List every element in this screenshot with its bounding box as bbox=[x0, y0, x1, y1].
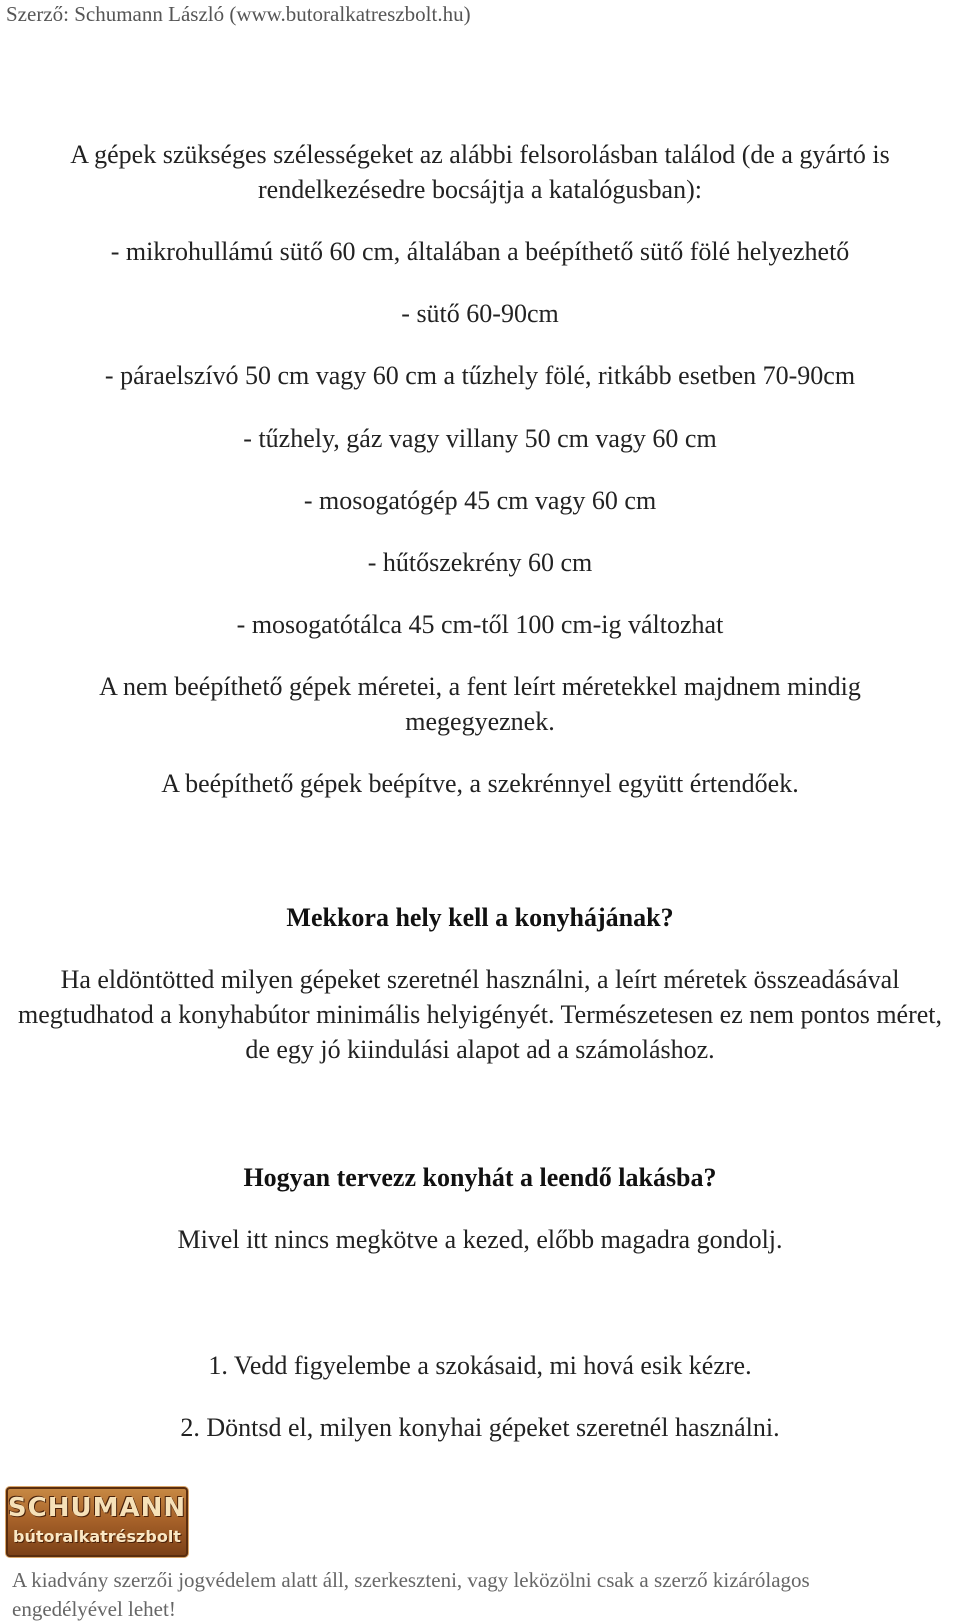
logo-main-text: SCHUMANN bbox=[7, 1493, 187, 1523]
author-header: Szerző: Schumann László (www.butoralkatreszbolt.hu) bbox=[6, 2, 471, 26]
section-heading-space: Mekkora hely kell a konyhájának? bbox=[286, 903, 674, 932]
schumann-logo bbox=[6, 1487, 188, 1557]
logo-sub-text: bútoralkatrészbolt bbox=[13, 1527, 181, 1546]
note-non-built-in: A nem beépíthető gépek méretei, a fent leírt méretekkel majdnem mindig megegyeznek. bbox=[99, 672, 861, 736]
list-item-fridge: - hűtőszekrény 60 cm bbox=[367, 548, 593, 577]
list-item-sink: - mosogatótálca 45 cm-től 100 cm-ig változhat bbox=[236, 610, 724, 639]
step-item-2: 2. Döntsd el, milyen konyhai gépeket szeretnél használni. bbox=[180, 1413, 780, 1442]
list-item-microwave: - mikrohullámú sütő 60 cm, általában a beépíthető sütő fölé helyezhető bbox=[110, 237, 850, 266]
copyright-notice: A kiadvány szerzői jogvédelem alatt áll, szerkeszteni, vagy leközölni csak a szerző kizárólagos engedélyével lehet! bbox=[12, 1568, 810, 1621]
section-body-new-flat: Mivel itt nincs megkötve a kezed, előbb magadra gondolj. bbox=[177, 1225, 783, 1254]
note-built-in: A beépíthető gépek beépítve, a szekrénnyel együtt értendőek. bbox=[161, 769, 799, 798]
list-item-stove: - tűzhely, gáz vagy villany 50 cm vagy 60 cm bbox=[243, 424, 717, 453]
intro-paragraph: A gépek szükséges szélességeket az alábbi felsorolásban találod (de a gyártó is rendelkezésedre bocsájtja a katalógusban): bbox=[70, 140, 890, 204]
list-item-hood: - páraelszívó 50 cm vagy 60 cm a tűzhely fölé, ritkább esetben 70-90cm bbox=[104, 361, 856, 390]
section-body-space: Ha eldöntötted milyen gépeket szeretnél használni, a leírt méretek összeadásával megtudhatod a konyhabútor minimális helyigényét. Természetesen ez nem pontos méret, de egy jó kiindulási alapot ad a számoláshoz. bbox=[17, 965, 943, 1064]
section-heading-new-flat: Hogyan tervezz konyhát a leendő lakásba? bbox=[243, 1163, 717, 1192]
list-item-oven: - sütő 60-90cm bbox=[401, 299, 559, 328]
step-item-1: 1. Vedd figyelembe a szokásaid, mi hová esik kézre. bbox=[208, 1351, 752, 1380]
list-item-dishwasher: - mosogatógép 45 cm vagy 60 cm bbox=[303, 486, 657, 515]
